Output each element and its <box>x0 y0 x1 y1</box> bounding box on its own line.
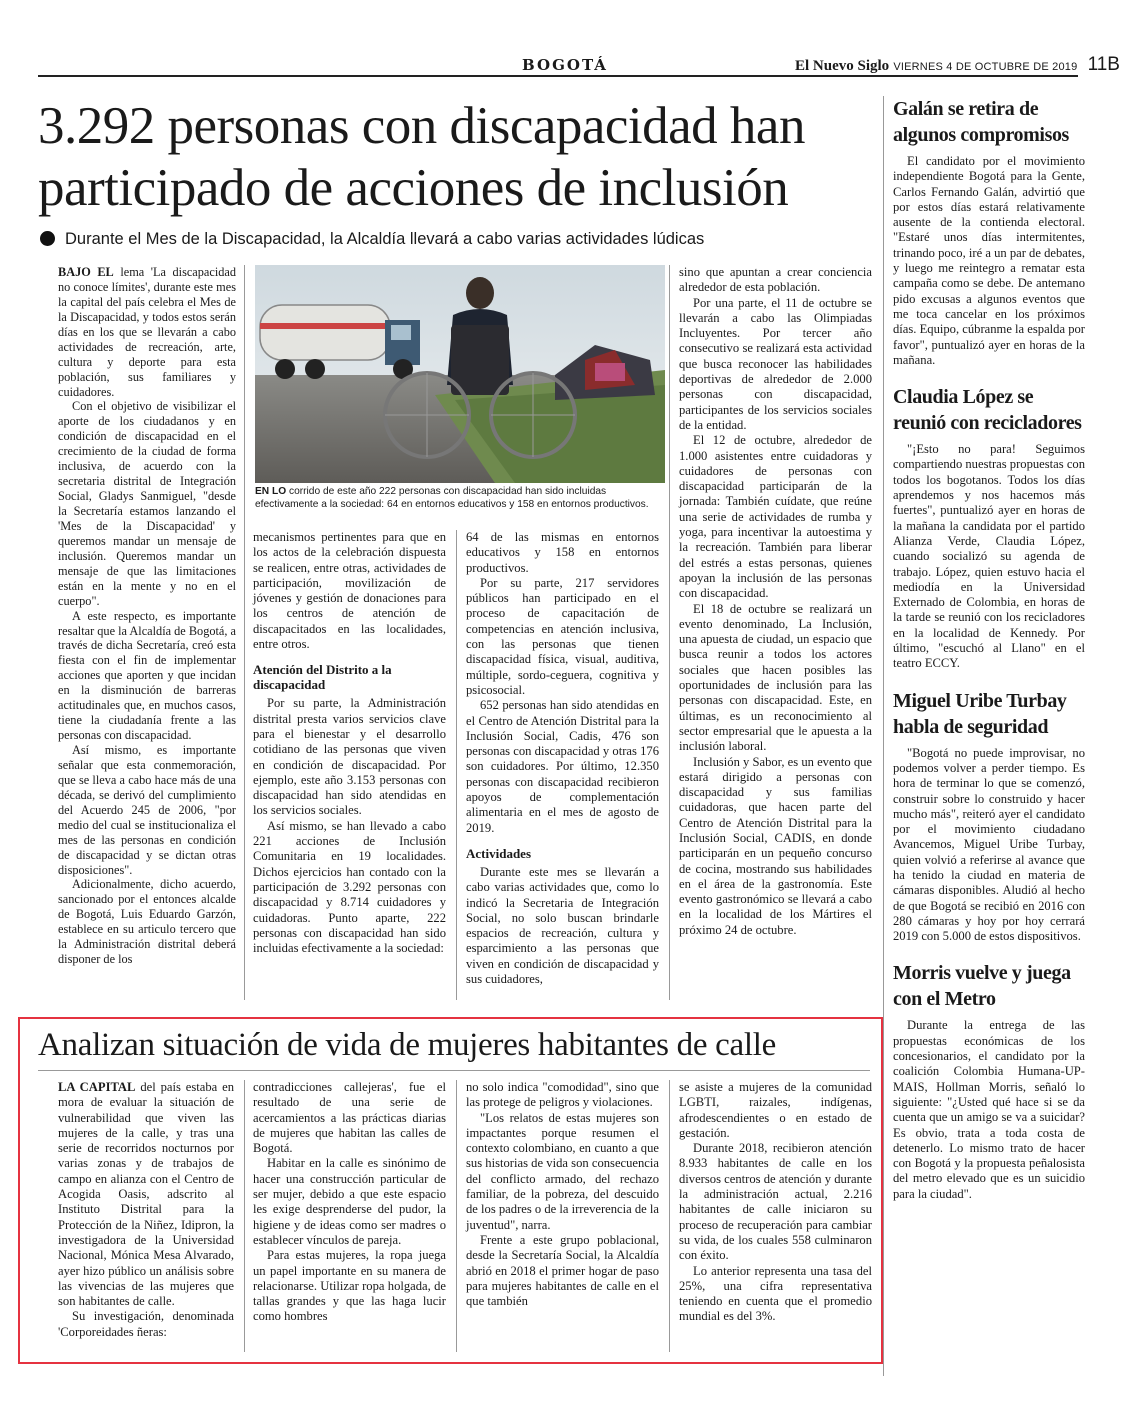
second-paragraph: Frente a este grupo poblacional, desde la Secretaría Social, la Alcaldía abrió en 2018 el primer hogar de paso para mujeres habitantes de calle en el que también <box>466 1232 659 1309</box>
issue-date: VIERNES 4 DE OCTUBRE DE 2019 <box>893 61 1078 73</box>
lead-text: del país estaba en mora de evaluar la situación de vulnerabilidad que viven las mujeres de la calle, y tras una serie de recorridos nocturnos por varias zonas y de trabajos de campo en alianza con el Centro de Acogida Oasis, adscrito al Instituto Distrital para la Protección de la Niñez, Idipron, la investigadora de la Universidad Nacional, Mónica Mesa Alvarado, ayer hizo público un análisis sobre las vivencias de las mujeres que son habitantes de calle. <box>58 1080 234 1309</box>
lead-in: LA CAPITAL <box>58 1080 136 1094</box>
main-paragraph: Durante este mes se llevarán a cabo varias actividades que, como lo indicó la Secretaria de Integración Social, no solo buscan brindarle espacios de recreación, cultura y esparcimiento a las personas que viven en condición de discapacidad y sus cuidadores, <box>466 864 659 987</box>
wheelchair-photo <box>255 265 665 483</box>
subhead <box>40 230 870 249</box>
main-paragraph: Con el objetivo de visibilizar el aporte de los ciudadanos y en condición de discapacidad en el crecimiento de la ciudad de forma inclusiva, de acuerdo con la secretaria distrital de Integración Social, Gladys Sanmiguel, "desde la Secretaría estamos lanzando el 'Mes de la Discapacidad' y queremos mandar un mensaje de inclusión. Queremos mandar un mensaje de que las limitaciones están en la mente y no en el cuerpo". <box>58 399 236 608</box>
headline-line-2: participado de acciones de inclusión <box>38 159 789 217</box>
headline-rule <box>38 1070 870 1071</box>
bullet-icon <box>40 231 55 246</box>
sidebar-text: El candidato por el movimiento independiente Bogotá para la Gente, Carlos Fernando Galán, advirtió que por estos días estará relativamente ausente de la contienda electoral. "Estaré unos días intermitentes, trinando poco, iré a un par de debates, y luego me reintegro a rematar esta campaña como se debe. De antemano pido excusas a algunos eventos que me toca cancelar en los próximos días. Equipo, cúbranme la espalda por favor", puntualizó ayer en horas de la mañana. <box>893 154 1085 367</box>
second-column-1 <box>58 1080 234 1340</box>
sidebar-title: Miguel Uribe Turbay habla de seguridad <box>893 689 1067 738</box>
second-headline: Analizan situación de vida de mujeres habitantes de calle <box>38 1027 776 1063</box>
lead-in: BAJO EL <box>58 265 114 279</box>
sidebar-title: Morris vuelve y juega con el Metro <box>893 962 1071 1011</box>
section-name: BOGOTÁ <box>522 56 608 74</box>
main-paragraph: Por su parte, la Administración distrital presta varios servicios clave para el bienestar y el desarrollo cotidiano de las personas que viven en condición de discapacidad. Por ejemplo, este año 3.153 personas con discapacidad han sido atendidas en los servicios sociales. <box>253 696 446 818</box>
column-divider <box>244 1080 245 1352</box>
sidebar <box>893 96 1085 1218</box>
main-paragraph: mecanismos pertinentes para que en los actos de la celebración dispuesta se realicen, entre otras, actividades de participación, movilización de jóvenes y gestión de donaciones para los centros de atención de discapacitados en las localidades, entre otros. <box>253 530 446 652</box>
subheading-activities: Actividades <box>466 845 531 861</box>
caption-text: corrido de este año 222 personas con discapacidad han sido incluidas efectivamente a la sociedad: 64 en entornos educativos y 158 en entornos productivos. <box>255 486 649 511</box>
second-paragraph <box>58 1080 234 1309</box>
photo-caption <box>255 485 665 511</box>
column-divider <box>456 1080 457 1352</box>
main-paragraph: El 18 de octubre se realizará un evento denominado, La Inclusión, una apuesta de ciudad, un espacio que busca reunir a todos los actores sociales que hacen posibles las oportunidades de inclusión para las personas con discapacidad. Este, en últimas, es un reconocimiento al sector empresarial que le apuesta a la inclusión laboral. <box>679 601 872 754</box>
main-headline <box>38 95 878 219</box>
main-column-1 <box>58 265 236 967</box>
main-paragraph: 64 de las mismas en entornos educativos y 158 en entornos productivos. <box>466 530 659 575</box>
sidebar-title: Claudia López se reunió con recicladores <box>893 386 1082 435</box>
main-paragraph: sino que apuntan a crear conciencia alrededor de esta población. <box>679 265 872 295</box>
lead-text: lema 'La discapacidad no conoce límites', durante este mes la capital del país celebra el Mes de la Discapacidad, y todos estos serán días en los que se llevarán a cabo actividades de recreación, arte, cultura y deporte para esta población, sus familiares y cuidadores. <box>58 265 237 399</box>
second-paragraph: "Los relatos de estas mujeres son impactantes porque resumen el contexto colombiano, en cuanto a que sus historias de vida son consecuencia del conflicto armado, del rechazo familiar, de la pobreza, del descuido de los padres o de la irreverencia de la juventud", narra. <box>466 1110 660 1232</box>
subhead-text: Durante el Mes de la Discapacidad, la Alcaldía llevará a cabo varias actividades lúdicas <box>65 230 705 248</box>
second-column-3 <box>466 1080 659 1309</box>
sidebar-title: Galán se retira de algunos compromisos <box>893 98 1069 146</box>
second-paragraph: Su investigación, denominada 'Corporeidades ñeras: <box>58 1309 234 1339</box>
sidebar-divider <box>883 96 884 1376</box>
sidebar-text: Durante la entrega de las propuestas económicas de los concesionarios, el candidato por la coalición Colombia Humana-UP-MAIS, Hollman Morris, señaló lo siguiente: "¿Usted qué hace si se da cuenta que un amigo se va a suicidar? Es obvio, trata a toda costa de detenerlo. Lo mismo trato de hacer con Bogotá y la propuesta peñalosista del metro elevado que es un suicidio para la ciudad". <box>893 1018 1085 1201</box>
main-column-4 <box>679 265 872 938</box>
main-paragraph <box>58 265 236 399</box>
paper-name: El Nuevo Siglo <box>795 58 890 74</box>
main-paragraph: El 12 de octubre, alrededor de 1.000 asistentes entre cuidadoras y cuidadores de personas con discapacidad participarán de la jornada: También cuídate, que reúne una serie de actividades de rumba y yoga, para incentivar la autoestima y la recreación. También para liberar del estrés a estas personas, quienes apoyan la inclusión de las personas con discapacidad. <box>679 433 872 601</box>
column-divider <box>669 1080 670 1352</box>
headline-line-1: 3.292 personas con discapacidad han <box>38 97 805 155</box>
main-paragraph: Adicionalmente, dicho acuerdo, sancionado por el entonces alcalde de Bogotá, Luis Eduardo Garzón, establece en su articulo tercero que la Administración distrital deberá disponer de los <box>58 877 236 967</box>
subheading-attention: Atención del Distrito a la discapacidad <box>253 662 392 693</box>
main-paragraph: Inclusión y Sabor, es un evento que estará dirigido a personas con discapacidad y sus familias cuidadoras, que hacen parte del Centro de Atención Distrital para la Inclusión Social, CADIS, en donde participarán en un pequeño concurso de cocina, mostrando sus habilidades en el área de la gastronomía. Este evento gastronómico se llevará a cabo en la localidad de los Mártires el próximo 24 de octubre. <box>679 754 872 937</box>
header-rule <box>38 75 1078 77</box>
page-number: 11B <box>1087 54 1120 75</box>
second-paragraph: no solo indica "comodidad", sino que las protege de peligros y violaciones. <box>466 1080 659 1110</box>
publication-info <box>795 54 1120 76</box>
sidebar-text: "Bogotá no puede improvisar, no podemos volver a perder tiempo. Es hora de terminar lo que se comenzó, construir sobre lo construido y hacer mucho más", reiteró ayer el candidato por el movimiento ciudadano Avancemos, Miguel Uribe Turbay, quien volvió a referirse al avance que ha tenido la ciudad en materia de cámaras disponibles. Aludió al hecho de que Bogotá se recibió en 2016 con 280 cámaras y hoy por hoy cerrará 2019 con 5.000 de estos dispositivos. <box>893 745 1085 944</box>
second-column-4 <box>679 1080 872 1325</box>
main-paragraph: A este respecto, es importante resaltar que la Alcaldía de Bogotá, a través de dicha Secretaría, creó esta fiesta con el fin de implementar acciones que aporten y que incidan en la disminución de barreras actitudinales que, en muchos casos, tiene la ciudadanía frente a las personas con discapacidad. <box>58 608 236 743</box>
column-divider <box>244 265 245 1000</box>
caption-lead: EN LO <box>255 486 287 497</box>
second-paragraph: Lo anterior representa una tasa del 25%, una cifra representativa teniendo en cuenta que el promedio mundial es del 3%. <box>679 1263 872 1324</box>
sidebar-text: "¡Esto no para! Seguimos compartiendo nuestras propuestas con todos los bogotanos. Todos los días aprendemos y nos hacemos más fuertes", puntualizó ayer en horas de la mañana la candidata por el partido Alianza Verde, Claudia López, cuando socializó su agenda de trabajo. López, quien estuvo hacia el mediodía en la Universidad Externado de Colombia, en horas de la tarde se reunió con los recicladores en la localidad de Kennedy. Por último, "escuchó al Llano" en el teatro ECCY. <box>893 442 1085 671</box>
main-paragraph: Por una parte, el 11 de octubre se llevarán a cabo las Olimpiadas Incluyentes. Por tercer año consecutivo se realizará esta actividad que busca reconocer las habilidades deportivas de alrededor de 2.000 personas con discapacidad, participantes de los servicios sociales de la entidad. <box>679 295 872 432</box>
main-paragraph: Así mismo, es importante señalar que esta conmemoración, que se lleva a cabo hace más de una década, se derivó del cumplimiento del Acuerdo 245 de 2006, "por medio del cual se institucionaliza el mes de las personas en condición de discapacidad y se dictan otras disposiciones". <box>58 743 236 877</box>
column-divider <box>456 530 457 1000</box>
second-paragraph: Para estas mujeres, la ropa juega un papel importante en su manera de relacionarse. Utilizar ropa holgada, de tallas grandes y que las haga lucir como hombres <box>253 1248 446 1324</box>
second-paragraph: se asiste a mujeres de la comunidad LGBTI, raizales, indígenas, afrodescendientes o en estado de gestación. <box>679 1080 872 1140</box>
main-column-3 <box>466 530 659 987</box>
main-column-2 <box>253 530 446 956</box>
main-paragraph: Así mismo, se han llevado a cabo 221 acciones de Inclusión Comunitaria en 19 localidades. Dichos ejercicios han contado con la participación de 3.292 personas con discapacidad y 8.714 cuidadores y cuidadoras. Punto aparte, 222 personas con discapacidad han sido incluidas efectivamente a la sociedad: <box>253 818 446 956</box>
second-paragraph: contradicciones callejeras', fue el resultado de una serie de acercamientos a las prácticas diarias de mujeres que habitan las calles de Bogotá. <box>253 1080 446 1156</box>
main-paragraph: 652 personas han sido atendidas en el Centro de Atención Distrital para la Inclusión Social, Cadis, 476 son personas con discapacidad y otras 176 son cuidadores. Por último, 12.350 personas con discapacidad recibieron apoyos de complementación alimentaria en el mes de agosto de 2019. <box>466 698 659 835</box>
column-divider <box>669 265 670 1000</box>
main-paragraph: Por su parte, 217 servidores públicos han participado en el proceso de capacitación de competencias en atención inclusiva, con las personas que tienen discapacidad física, visual, auditiva, múltiple, sordo-ceguera, cognitiva y psicosocial. <box>466 575 659 697</box>
second-paragraph: Durante 2018, recibieron atención 8.933 habitantes de calle en los diversos centros de atención y durante la administración actual, 2.216 habitantes de calle iniciaron su proceso de recuperación para cambiar su vida, de los cuales 558 culminaron con éxito. <box>679 1141 872 1263</box>
second-paragraph: Habitar en la calle es sinónimo de hacer una construcción particular de ser mujer, debido a que este espacio les exige desprenderse del pudor, la higiene y de ideas como ser madres o establecer vínculos de pareja. <box>253 1156 446 1247</box>
second-column-2 <box>253 1080 446 1325</box>
